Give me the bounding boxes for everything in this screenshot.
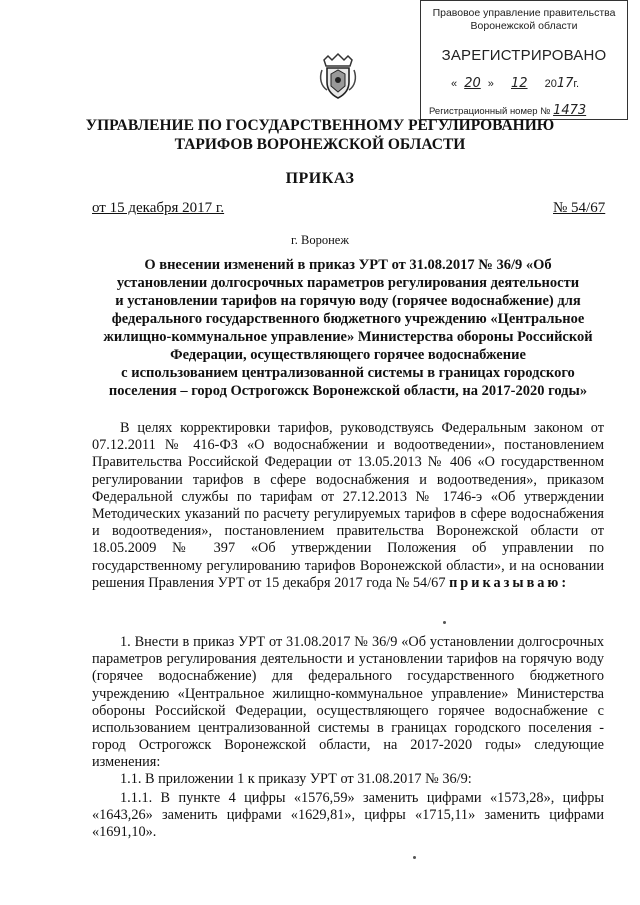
organization-title-line2: ТАРИФОВ ВОРОНЕЖСКОЙ ОБЛАСТИ [174,136,466,153]
heading-line: поселения – город Острогожск Воронежской области, на 2017-2020 годы» [108,383,588,399]
organization-title [70,116,570,154]
document-heading [92,256,604,400]
heading-line: жилищно-коммунальное управление» Министерства обороны Российской [103,329,593,345]
stamp-organization [421,7,627,33]
heading-line: федерального государственного бюджетного учреждению «Центральное [111,311,585,327]
stamp-reg-number-value: 1473 [553,103,587,118]
stamp-date-quote-open: « [451,78,458,90]
stamp-org-line2: Воронежской области [470,20,578,32]
stamp-date-year: 20 [544,78,557,90]
heading-line: Федерации, осуществляющего горячее водоснабжение [170,347,526,363]
stamp-reg-number-label: Регистрационный номер № [429,106,551,117]
stamp-date-month: 12 [510,76,528,91]
clause-1-1-1-paragraph: 1.1.1. В пункте 4 цифры «1576,59» заменить цифрами «1573,28», цифры «1643,26» заменить цифрами «1629,81», цифры «1715,11» заменить цифрами «1691,10». [92,790,604,841]
stamp-org-line1: Правовое управление правительства [432,7,616,19]
scan-speck [443,621,446,624]
coat-of-arms-icon [318,52,358,100]
stamp-date-year-handwritten: 17 [556,76,574,91]
heading-line: О внесении изменений в приказ УРТ от 31.08.2017 № 36/9 «Об [144,257,552,273]
preamble-text: В целях корректировки тарифов, руководствуясь Федеральным законом от 07.12.2011 № 416-ФЗ «О водоснабжении и водоотведении», постановлением Правительства Российской Федерации от 13.05.2013 № 406 «О государственном регулировании тарифов в сфере водоснабжения и водоотведения», приказом Федеральной службы по тарифам от 27.12.2013 № 1746-э «Об утверждении Методических указаний по расчету регулируемых тарифов в сфере водоснабжения и водоотведения», постановлением правительства Воронежской области от 18.05.2009 № 397 «Об утверждении Положения об управлении по государственному регулированию тарифов Воронежской области», и на основании решения Правления УРТ от 15 декабря 2017 года № 54/67 [92,420,604,591]
organization-title-line1: УПРАВЛЕНИЕ ПО ГОСУДАРСТВЕННОМУ РЕГУЛИРОВАНИЮ [85,117,555,134]
preamble-paragraph [92,420,604,592]
document-type: ПРИКАЗ [285,170,355,187]
stamp-date-day: 20 [464,76,481,91]
clause-1-1-paragraph: 1.1. В приложении 1 к приказу УРТ от 31.08.2017 № 36/9: [120,771,472,787]
document-number: № 54/67 [553,200,606,216]
heading-line: и установлении тарифов на горячую воду (горячее водоснабжение) для [115,293,581,309]
stamp-date [451,76,627,91]
registration-stamp [420,0,628,120]
order-word: приказываю: [449,574,570,591]
scan-speck [413,856,416,859]
document-city: г. Воронеж [291,233,349,247]
heading-line: с использованием централизованной системы в границах городского [121,365,575,381]
document-date: от 15 декабря 2017 г. [92,200,225,216]
heading-line: установлении долгосрочных параметров регулирования деятельности [116,275,580,291]
stamp-date-suffix: г. [573,78,580,90]
stamp-registered-label: ЗАРЕГИСТРИРОВАНО [441,47,607,64]
stamp-date-quote-close: » [487,78,494,90]
clause-1-paragraph: 1. Внести в приказ УРТ от 31.08.2017 № 36/9 «Об установлении долгосрочных параметров регулирования деятельности и установлении тарифов на горячую воду (горячее водоснабжение) для федерального государственного бюджетного учреждению «Центральное жилищно-коммунальное управление» Министерства обороны Российской Федерации, осуществляющего горячее водоснабжение с использованием централизованной системы в границах городского поселения - город Острогожск Воронежской области, на 2017-2020 годы» следующие изменения: [92,634,604,771]
